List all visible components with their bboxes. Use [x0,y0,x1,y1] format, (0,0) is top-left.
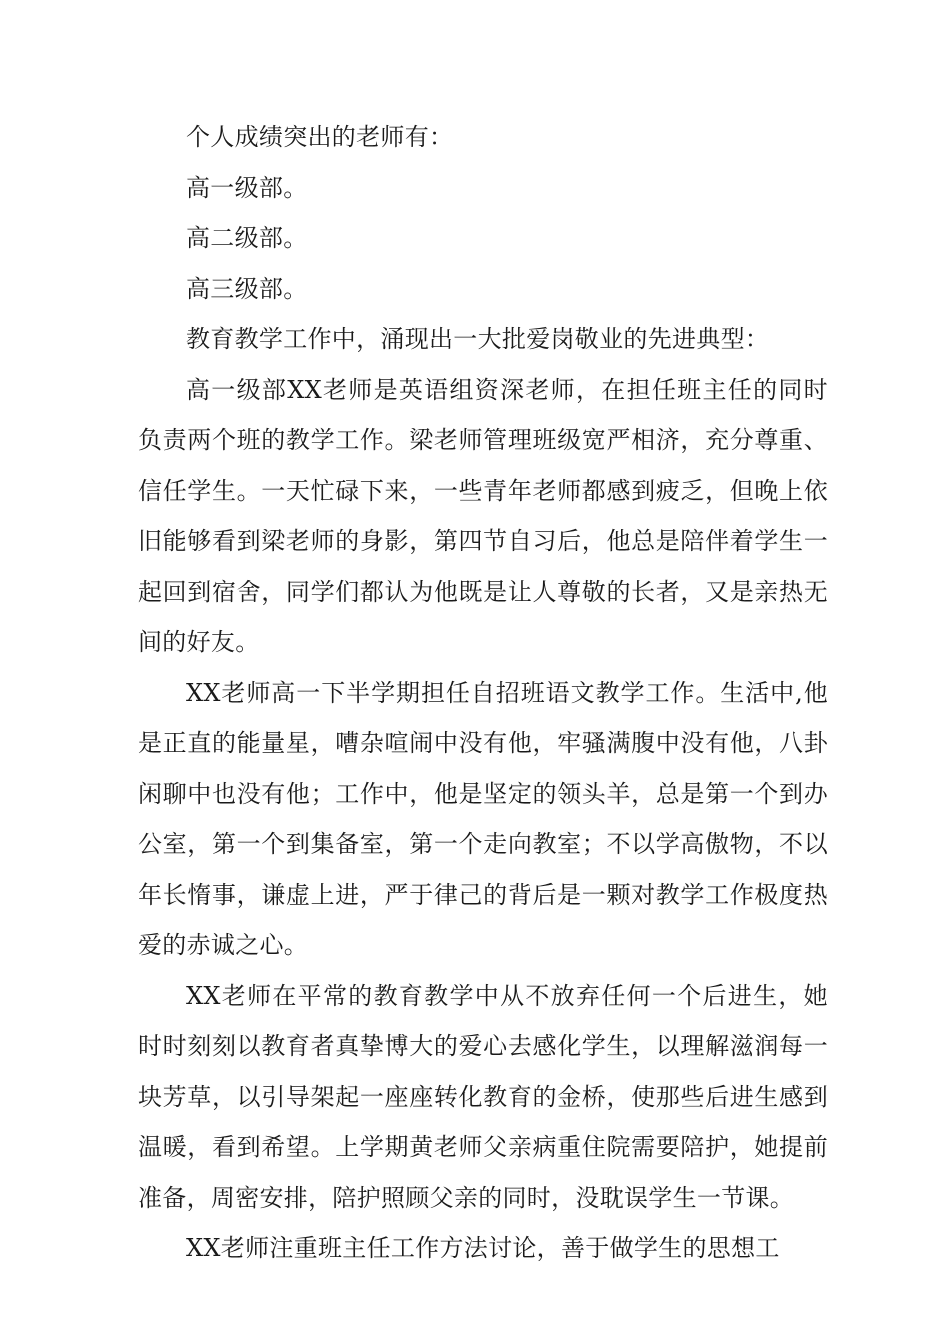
paragraph-teacher-chinese: XX老师高一下半学期担任自招班语文教学工作。生活中,他是正直的能量星，嘈杂喧闹中没有他，牢骚满腹中没有他，八卦闲聊中也没有他；工作中，他是坚定的领头羊，总是第一个到办公室，第一个到集备室，第一个走向教室；不以学高傲物，不以年长惰事，谦虚上进，严于律己的背后是一颗对教学工作极度热爱的赤诚之心。 [138,678,828,959]
paragraph-intro: 个人成绩突出的老师有： [186,123,454,151]
paragraph-grade-three: 高三级部。 [186,274,308,303]
paragraph-teacher-headteacher: XX老师注重班主任工作方法讨论，善于做学生的思想工 [186,1234,780,1262]
paragraph-grade-two: 高二级部。 [186,224,308,252]
document-page [138,112,828,1274]
paragraph-grade-one: 高一级部。 [186,173,308,202]
paragraph-teacher-huang: XX老师在平常的教育教学中从不放弃任何一个后进生，她时时刻刻以教育者真挚博大的爱心去感化学生，以理解滋润每一块芳草，以引导架起一座座转化教育的金桥，使那些后进生感到温暖，看到希望。上学期黄老师父亲病重住院需要陪护，她提前准备，周密安排，陪护照顾父亲的同时，没耽误学生一节课。 [138,981,828,1212]
paragraph-teacher-liang: 高一级部XX老师是英语组资深老师，在担任班主任的同时负责两个班的教学工作。梁老师管理班级宽严相济，充分尊重、信任学生。一天忙碌下来，一些青年老师都感到疲乏，但晚上依旧能够看到梁老师的身影，第四节自习后，他总是陪伴着学生一起回到宿舍，同学们都认为他既是让人尊敬的长者，又是亲热无间的好友。 [138,375,828,656]
paragraph-typical-intro: 教育教学工作中，涌现出一大批爱岗敬业的先进典型： [186,325,770,353]
